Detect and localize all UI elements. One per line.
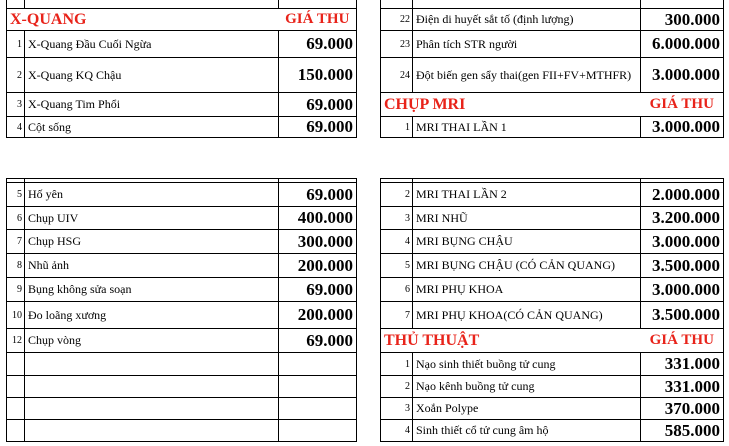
row-number: 7 [381,302,413,329]
xquang-table-top [6,0,357,138]
row-number: 3 [381,207,413,230]
table-row [7,302,357,329]
service-price: 3.000.000 [641,278,724,302]
row-number: 2 [381,183,413,207]
empty-row [7,353,357,376]
row-number: 7 [7,230,25,254]
service-name: MRI BỤNG CHẬU (CÓ CẢN QUANG) [413,254,641,278]
table-row [381,420,724,442]
table-row [7,254,357,278]
service-price: 200.000 [279,254,357,278]
xquang-table-bottom [6,178,357,442]
table-row [381,183,724,207]
service-name: Đo loãng xương [25,302,279,329]
service-price: 331.000 [641,376,724,398]
table-row [381,230,724,254]
row-number: 3 [381,398,413,420]
service-name: Chụp HSG [25,230,279,254]
row-number: 1 [7,31,25,58]
service-name: Nạo sinh thiết buồng tử cung [413,353,641,376]
service-name: MRI THAI LẦN 2 [413,183,641,207]
table-row [7,230,357,254]
table-row [7,329,357,353]
row-number: 4 [381,420,413,442]
section-header-xquang [7,9,357,31]
service-price: 6.000.000 [641,31,724,58]
table-row [381,0,724,9]
service-name: Chụp UIV [25,207,279,230]
service-name: Điện di huyết sắt tố (định lượng) [413,9,641,31]
section-header-thu-thuat [381,329,724,353]
service-price: 3.500.000 [641,254,724,278]
row-number: 6 [381,278,413,302]
service-name: X-Quang Tim Phổi [25,93,279,117]
service-price: 200.000 [279,302,357,329]
price-table-top-right [380,0,724,138]
price-table-bottom-right [380,178,724,442]
row-number: 10 [7,302,25,329]
service-price: 69.000 [279,117,357,138]
table-row [381,117,724,138]
service-name: Cột sống [25,117,279,138]
service-name: Phân tích STR người [413,31,641,58]
empty-row [7,398,357,420]
row-number: 1 [381,117,413,138]
row-number: 8 [7,254,25,278]
row-number: 1 [381,353,413,376]
row-number: 5 [381,254,413,278]
table-row [7,183,357,207]
table-row [7,58,357,93]
service-name: Chụp vòng [25,329,279,353]
service-price: 3.000.000 [641,230,724,254]
row-number: 4 [7,117,25,138]
service-price: 331.000 [641,353,724,376]
table-row [381,376,724,398]
service-price: 150.000 [279,58,357,93]
service-price: 300.000 [641,9,724,31]
table-row [381,302,724,329]
service-name: MRI NHŨ [413,207,641,230]
table-row [381,278,724,302]
service-name: Nhũ ảnh [25,254,279,278]
service-name: MRI PHỤ KHOA(CÓ CẢN QUANG) [413,302,641,329]
row-number: 23 [381,31,413,58]
table-row [7,117,357,138]
service-price: 69.000 [279,278,357,302]
table-row [7,93,357,117]
row-number: 12 [7,329,25,353]
row-number: 22 [381,9,413,31]
table-row [381,207,724,230]
table-row [381,31,724,58]
service-price: 400.000 [279,207,357,230]
service-price: 585.000 [641,420,724,442]
empty-row [7,376,357,398]
table-row [7,207,357,230]
service-name: MRI THAI LẦN 1 [413,117,641,138]
service-price: 3.500.000 [641,302,724,329]
service-price: 2.000.000 [641,183,724,207]
service-price: 3.000.000 [641,117,724,138]
table-row [381,398,724,420]
service-price: 69.000 [279,183,357,207]
service-price: 3.200.000 [641,207,724,230]
service-price: 300.000 [279,230,357,254]
row-number: 6 [7,207,25,230]
table-row [7,0,357,9]
service-price: 370.000 [641,398,724,420]
service-price: 69.000 [279,93,357,117]
service-name: Đột biến gen sẩy thai(gen FII+FV+MTHFR) [413,58,641,93]
price-header: GIÁ THU [641,93,724,117]
empty-row [7,420,357,442]
row-number: 24 [381,58,413,93]
service-price: 69.000 [279,31,357,58]
section-title: X-QUANG [7,9,279,31]
service-name: X-Quang Đầu Cuối Ngừa [25,31,279,58]
section-title: CHỤP MRI [381,93,641,117]
table-row [7,278,357,302]
section-title: THỦ THUẬT [381,329,641,353]
row-number: 2 [7,58,25,93]
row-number: 4 [381,230,413,254]
service-name: Hố yên [25,183,279,207]
price-header: GIÁ THU [641,329,724,353]
table-row [381,58,724,93]
service-name: Sinh thiết cổ tử cung âm hộ [413,420,641,442]
price-header: GIÁ THU [279,9,357,31]
row-number: 2 [381,376,413,398]
service-name: Bụng không sửa soạn [25,278,279,302]
table-row [7,31,357,58]
table-row [381,9,724,31]
service-price: 69.000 [279,329,357,353]
table-row [381,353,724,376]
service-name: X-Quang KQ Chậu [25,58,279,93]
service-name: Nạo kênh buồng tử cung [413,376,641,398]
service-name: MRI BỤNG CHẬU [413,230,641,254]
service-name: Xoắn Polype [413,398,641,420]
service-name: MRI PHỤ KHOA [413,278,641,302]
row-number: 3 [7,93,25,117]
table-row [381,254,724,278]
section-header-mri [381,93,724,117]
row-number: 5 [7,183,25,207]
service-price: 3.000.000 [641,58,724,93]
row-number: 9 [7,278,25,302]
